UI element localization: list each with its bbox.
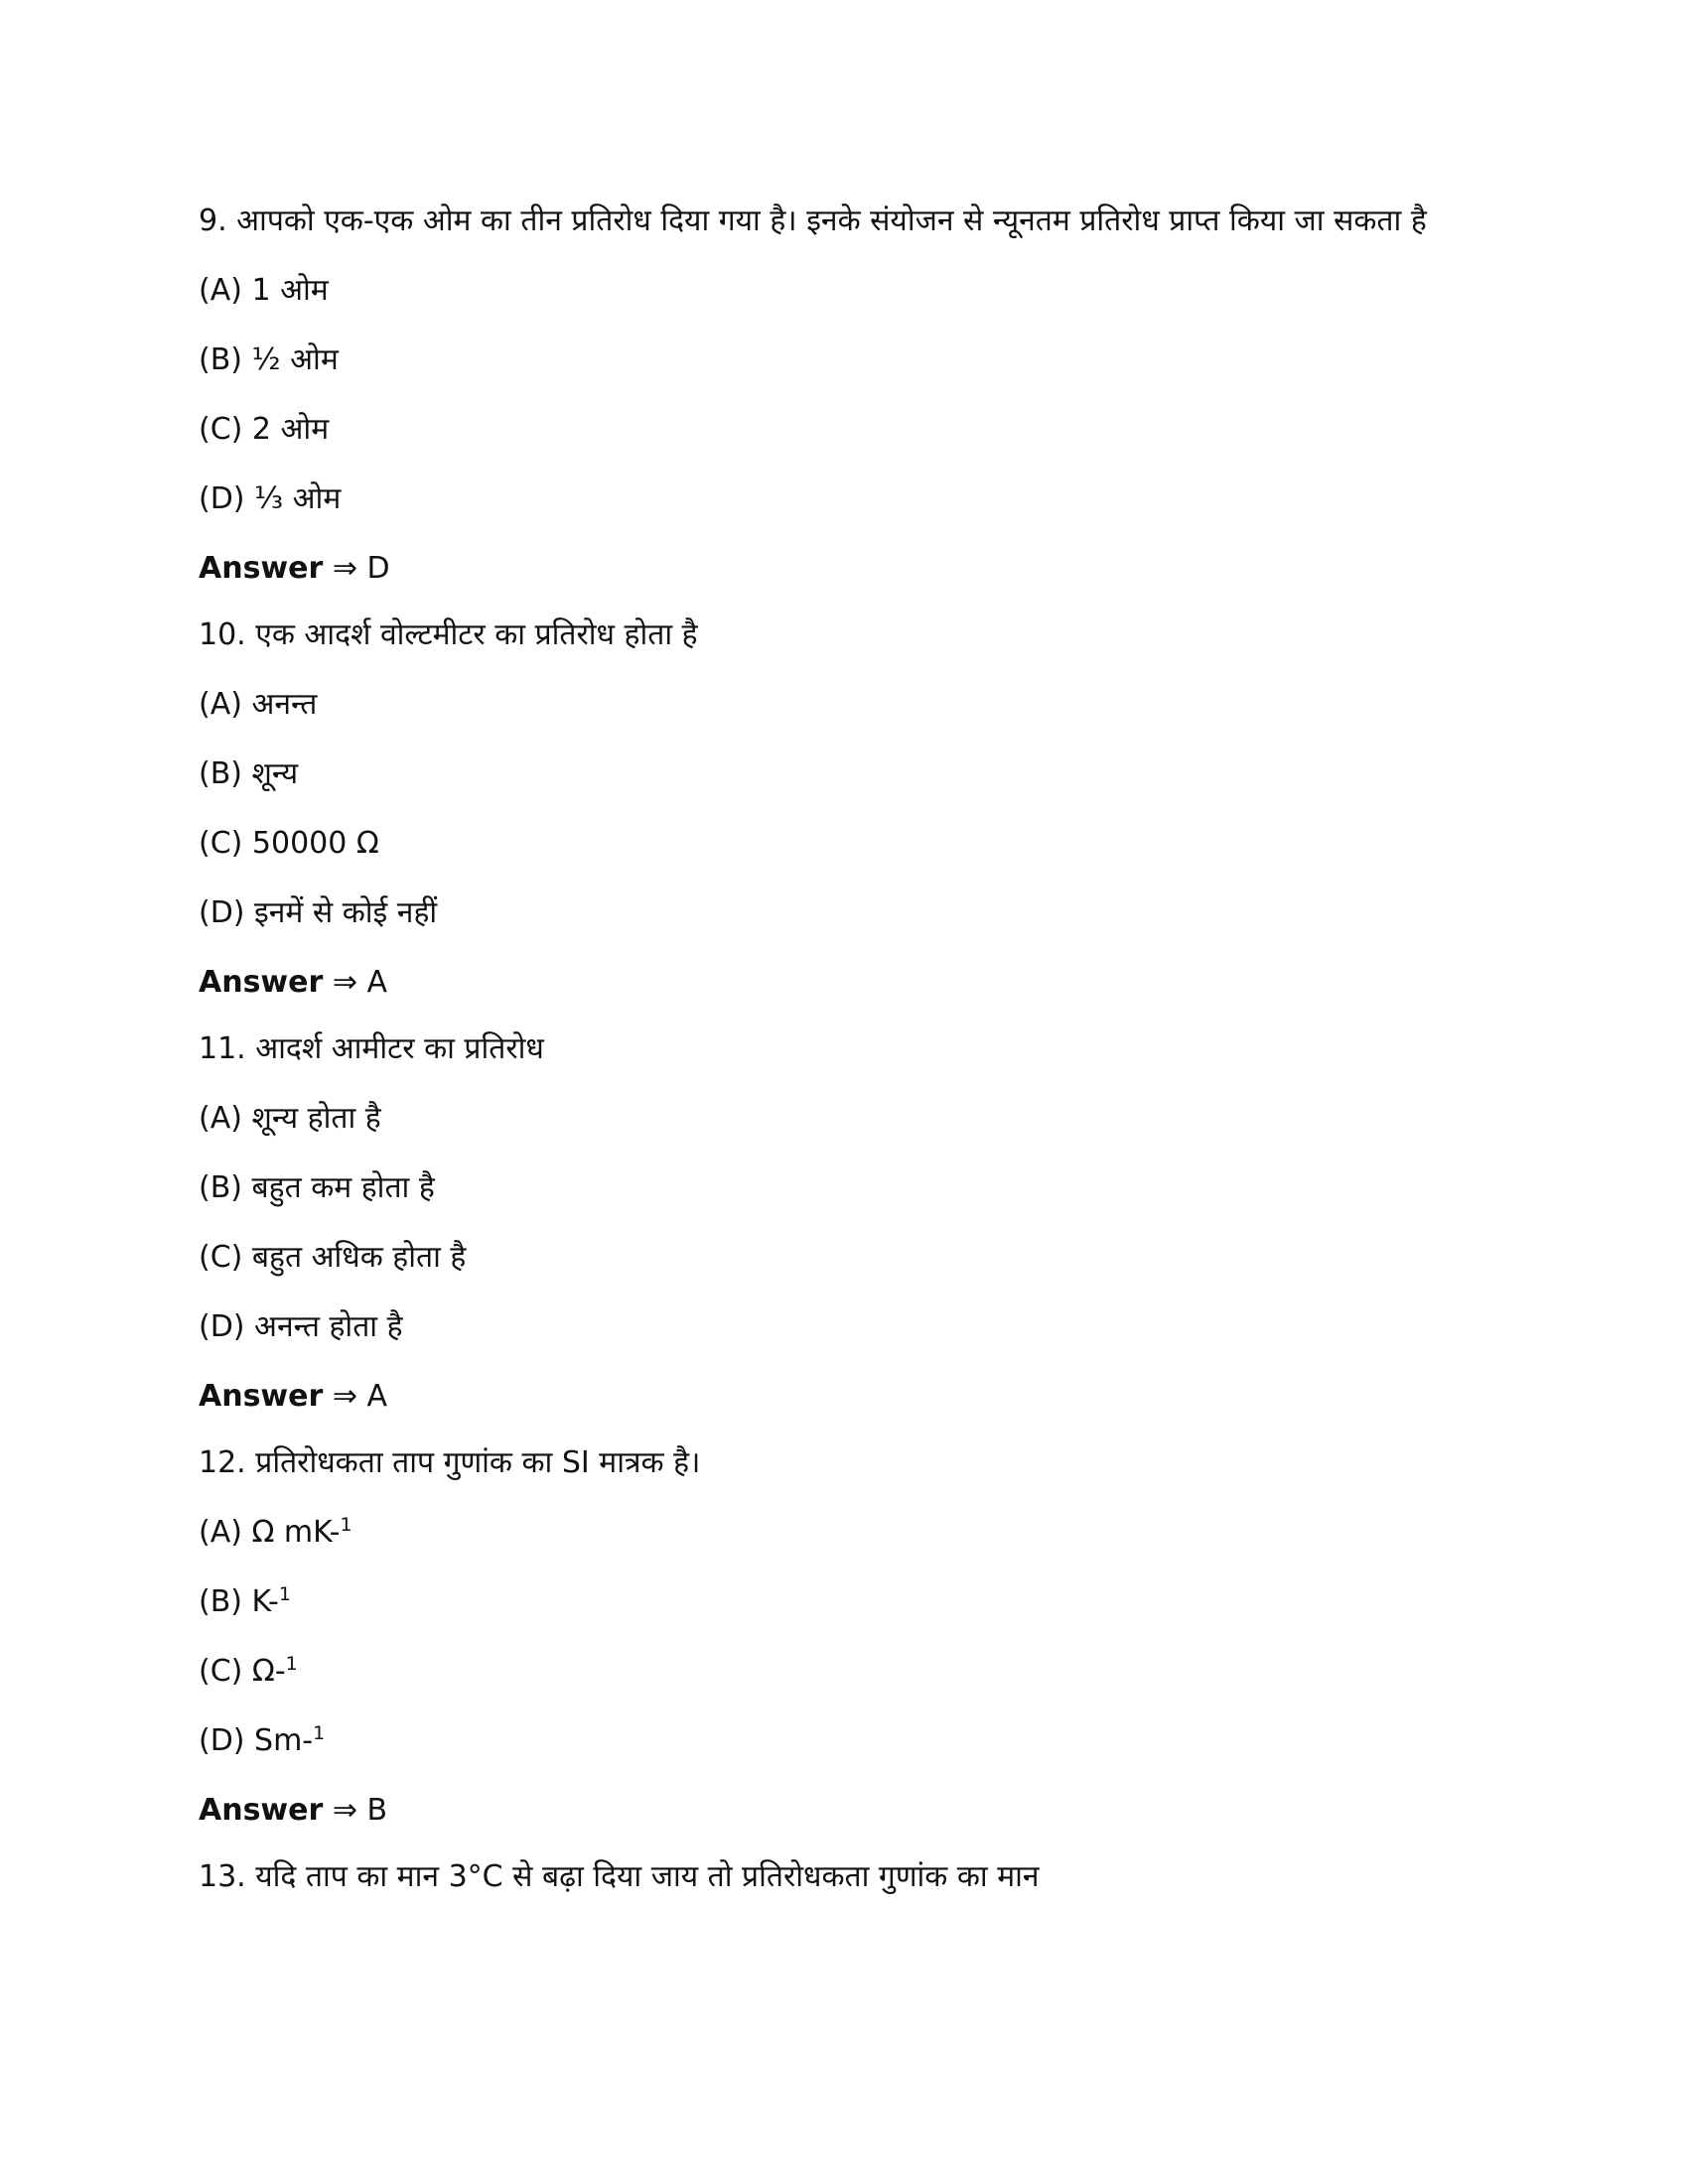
option-c-superscript: 1 [285, 1653, 298, 1675]
option-a: (A) अनन्त [199, 687, 318, 722]
document-page [199, 197, 1489, 1922]
answer-value: ⇒ A [332, 1379, 388, 1414]
option-c: (C) बहुत अधिक होता है [199, 1240, 467, 1275]
option-b: (B) बहुत कम होता है [199, 1170, 435, 1205]
option-d: (D) इनमें से कोई नहीं [199, 895, 438, 930]
option-d-text: (D) Sm- [199, 1723, 314, 1758]
option-a: (A) शून्य होता है [199, 1101, 381, 1136]
option-d-superscript: 1 [313, 1722, 326, 1744]
option-c-text: (C) Ω- [199, 1654, 286, 1689]
answer-line [199, 958, 1489, 1008]
option-a-superscript: 1 [340, 1514, 352, 1536]
option-c: (C) 2 ओम [199, 412, 330, 447]
option-b-text: (B) K- [199, 1584, 279, 1619]
option-c [199, 1647, 1489, 1697]
answer-label: Answer [199, 1793, 324, 1828]
option-d: (D) अनन्त होता है [199, 1309, 403, 1344]
answer-label: Answer [199, 1379, 324, 1414]
option-b [199, 1577, 1489, 1627]
answer-label: Answer [199, 965, 324, 1000]
option-a [199, 1508, 1489, 1558]
option-b: (B) शून्य [199, 756, 299, 791]
question-text: 11. आदर्श आमीटर का प्रतिरोध [199, 1031, 544, 1066]
answer-value: ⇒ B [332, 1793, 388, 1828]
question-text: 12. प्रतिरोधकता ताप गुणांक का SI मात्रक है। [199, 1445, 701, 1480]
question-text: 13. यदि ताप का मान 3°C से बढ़ा दिया जाय तो प्रतिरोधकता गुणांक का मान [199, 1859, 1040, 1894]
option-c: (C) 50000 Ω [199, 826, 379, 861]
option-a-text: (A) Ω mK- [199, 1515, 341, 1550]
answer-line [199, 544, 1489, 594]
answer-line [199, 1372, 1489, 1422]
question-text: 10. एक आदर्श वोल्टमीटर का प्रतिरोध होता है [199, 617, 698, 652]
answer-value: ⇒ A [332, 965, 388, 1000]
answer-value: ⇒ D [332, 551, 390, 586]
option-d: (D) ⅓ ओम [199, 481, 342, 516]
answer-label: Answer [199, 551, 324, 586]
answer-line [199, 1786, 1489, 1836]
option-b: (B) ½ ओम [199, 342, 339, 377]
option-a: (A) 1 ओम [199, 273, 329, 308]
question-text: 9. आपको एक-एक ओम का तीन प्रतिरोध दिया गया है। इनके संयोजन से न्यूनतम प्रतिरोध प्राप्त किया जा सकता है [199, 204, 1427, 238]
option-b-superscript: 1 [278, 1583, 291, 1605]
option-d [199, 1716, 1489, 1766]
